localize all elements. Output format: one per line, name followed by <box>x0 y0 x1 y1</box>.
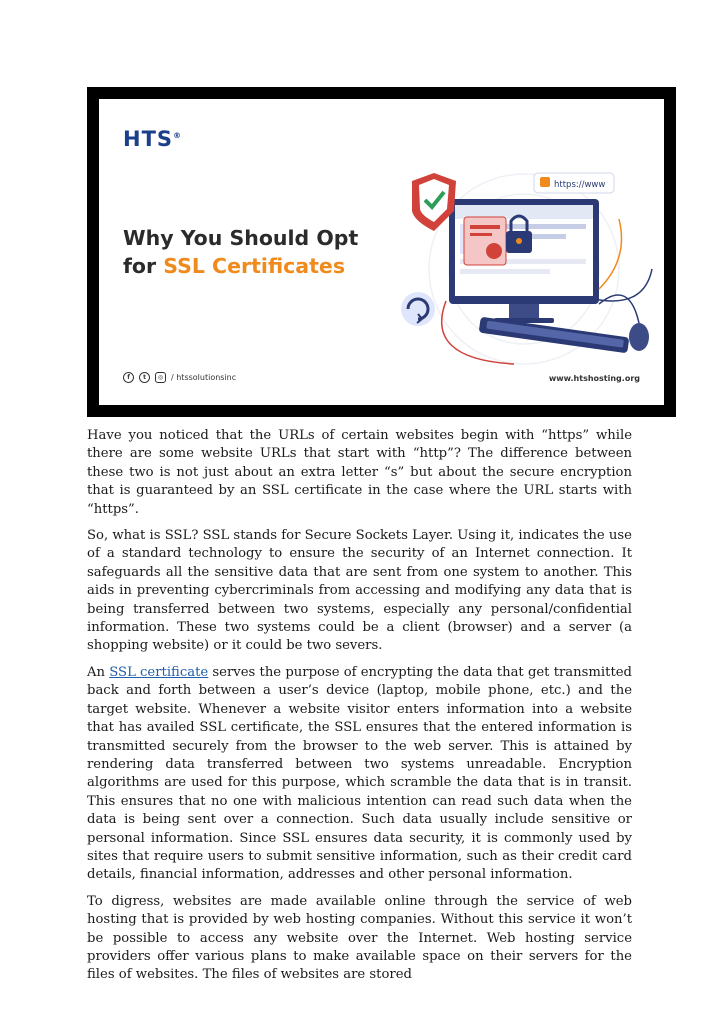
ssl-illustration <box>394 159 664 369</box>
headline-accent: SSL Certificates <box>163 254 346 278</box>
url-bar <box>534 173 614 193</box>
banner-headline <box>123 224 358 280</box>
ssl-certificate-link[interactable]: SSL certificate <box>109 664 209 680</box>
logo-trademark: ® <box>173 131 183 140</box>
headline-line-1: Why You Should Opt <box>123 226 359 250</box>
paragraph-2: So, what is SSL? SSL stands for Secure Sockets Layer. Using it, indicates the use of a standard technology to ensure the security of an Internet connection. It safeguards all the sensitive data that are sent from one system to another. This aids in preventing cybercriminals from accessing and modifying any data that is being transferred between two systems, especially any personal/confidential information. These two systems could be a client (browser) and a server (a shopping website) or it could be two severs. <box>87 528 632 654</box>
article-body <box>87 427 632 993</box>
refresh-icon <box>401 292 435 326</box>
banner-image-frame <box>87 87 676 417</box>
social-handle: / htssolutionsinc <box>171 373 237 382</box>
paragraph-3 <box>87 664 632 885</box>
paragraph-4: To digress, websites are made available online through the service of web hosting that is provided by web hosting companies. Without this service it won’t be possible to access any website over the Internet. Web hosting service providers offer various plans to make available space on their servers for the files of websites. The files of websites are stored <box>87 893 632 983</box>
hts-logo <box>123 127 182 151</box>
banner-image <box>97 97 666 407</box>
paragraph-3-text: serves the purpose of encrypting the data that get transmitted back and forth between a user’s device (laptop, mobile phone, etc.) and the target website. Whenever a website visitor enters information into a website that has availed SSL certificate, the SSL ensures that the entered information is transmitted securely from the browser to the web server. This is attained by rendering data transferred between two systems unreadable. Encryption algorithms are used for this purpose, which scramble the data that is in transit. This ensures that no one with malicious intention can read such data when the data is being sent over a connection. Such data usually include sensitive or personal information. Since SSL ensures data security, it is commonly used by sites that require users to submit sensitive information, such as their credit card details, financial information, addresses and other personal information. <box>87 664 632 883</box>
website-url: www.htshosting.org <box>548 374 640 383</box>
instagram-icon[interactable]: ◎ <box>155 372 166 383</box>
headline-prefix: for <box>123 254 164 278</box>
logo-text: HTS <box>123 127 174 151</box>
paragraph-3-prefix: An <box>87 664 110 680</box>
twitter-icon[interactable]: t <box>139 372 150 383</box>
keyboard-icon <box>479 317 630 354</box>
paragraph-1: Have you noticed that the URLs of certain websites begin with “https” while there are some website URLs that start with “http”? The difference between these two is not just about an extra letter “s” but about the secure encryption that is guaranteed by an SSL certificate in the case where the URL starts with “https”. <box>87 428 632 517</box>
url-text: https://www <box>554 180 606 190</box>
social-links <box>123 372 236 383</box>
certificate-icon <box>464 217 506 265</box>
facebook-icon[interactable]: f <box>123 372 134 383</box>
headline-line-2 <box>123 252 358 280</box>
